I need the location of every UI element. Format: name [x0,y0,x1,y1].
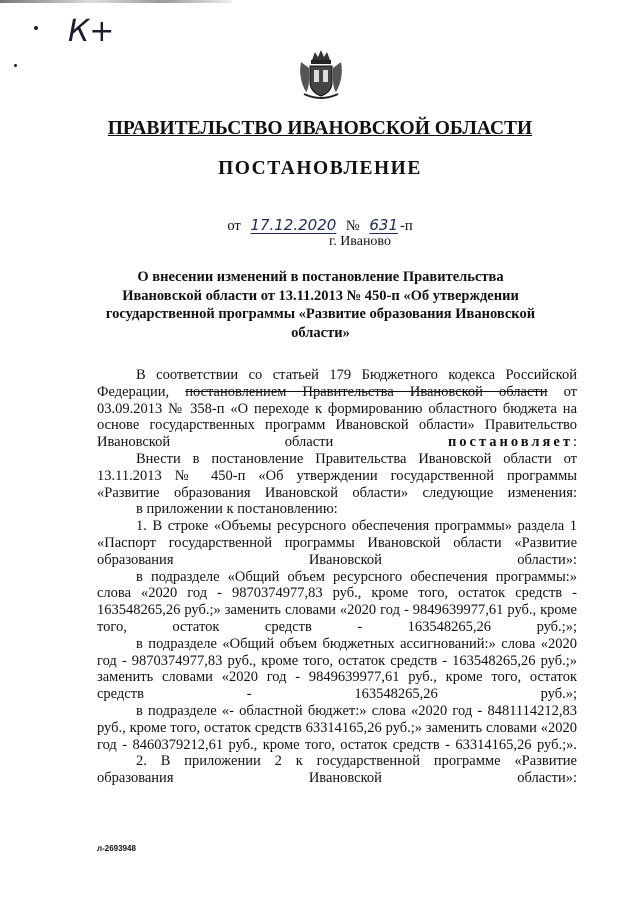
paragraph: 1. В строке «Объемы ресурсного обеспечения программы» раздела 1 «Паспорт государственной программы Ивановской области «Развитие образования Ивановской области»: [97,518,577,568]
paragraph: в подразделе «Общий объем бюджетных ассигнований:» слова «2020 год - 9870374977,83 руб., кроме того, остаток средств - 163548265,26 руб.;» заменить словами «2020 год - 9849639977,61 руб., кроме того, остаток средств - 163548265,26 руб.»; [97,635,577,703]
struck-text: постановлением Правительства Ивановской области [185,383,548,400]
coat-of-arms-icon [296,48,346,102]
city: г. Иваново [329,234,391,249]
number-label: № [345,218,360,234]
document-body [97,367,577,787]
scan-edge-artifact [0,0,232,3]
date-number-line [0,216,640,235]
ink-dot [34,26,38,30]
document-type-title: ПОСТАНОВЛЕНИЕ [218,158,422,179]
government-title: ПРАВИТЕЛЬСТВО ИВАНОВСКОЙ ОБЛАСТИ [107,118,533,139]
city-line [0,234,640,250]
paragraph: в приложении к постановлению: [136,501,338,518]
paragraph: в подразделе «Общий объем ресурсного обеспечения программы:» слова «2020 год - 9870374977,83 руб., кроме того, остаток средств - 163548265,26 руб.;» заменить словами «2020 год - 9849639977,61 руб., кроме того, остаток средств - 163548265,26 руб.;»; [97,568,577,635]
resolution-word: постановляет [447,434,573,451]
footer-code: л-2693948 [97,844,136,853]
document-subject: О внесении изменений в постановление Правительства Ивановской области от 13.11.2013 № 450-п «Об утверждении государственной программы «Развитие образования Ивановской области» [105,269,536,341]
paragraph: в подразделе «- областной бюджет:» слова «2020 год - 8481114212,83 руб., кроме того, остаток средств 63314165,26 руб.;» заменить словами «2020 год - 8460379212,61 руб., кроме того, остаток средств - 63314165,26 руб.;». [97,702,577,753]
date-prefix: от [227,218,241,234]
handwritten-mark: К+ [68,14,115,49]
paragraph [97,367,577,451]
number-suffix: -п [400,218,413,234]
document-number: 631 [369,216,399,234]
text-run: В соответствии со статьей 179 Бюджетного кодекса Российской Федерации, [97,367,577,400]
paragraph: 2. В приложении 2 к государственной программе «Развитие образования Ивановской области»: [97,753,577,787]
document-date: 17.12.2020 [250,216,337,234]
text-run: от 03.09.2013 № 358-п «О переходе к формированию областного бюджета на основе государственных программ Ивановской области» Правительство Ивановской области [97,383,578,451]
ink-dot [14,64,17,67]
paragraph: Внести в постановление Правительства Ивановской области от 13.11.2013 № 450-п «Об утверждении государственной программы «Развитие образования Ивановской области» следующие изменения: [97,450,577,501]
text-run: : [572,434,577,451]
